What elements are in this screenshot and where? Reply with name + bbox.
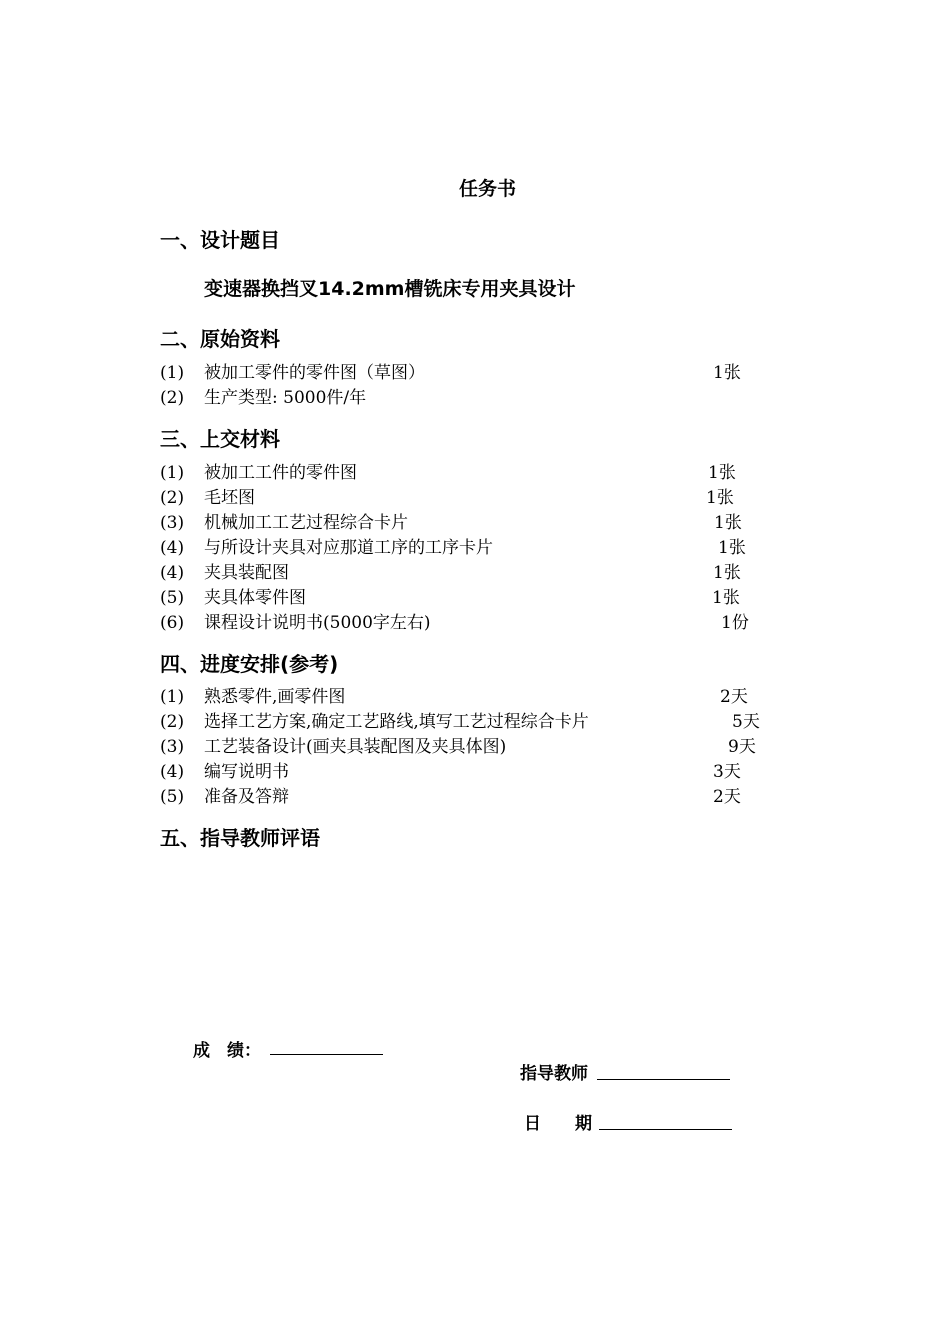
item-text: 与所设计夹具对应那道工序的工序卡片 bbox=[204, 538, 493, 558]
item-quantity: 1张 bbox=[714, 513, 742, 533]
date-blank-line bbox=[599, 1129, 732, 1130]
item-text: 选择工艺方案,确定工艺路线,填写工艺过程综合卡片 bbox=[204, 712, 589, 732]
grade-label: 成 绩： bbox=[193, 1041, 261, 1061]
item-quantity: 1张 bbox=[712, 588, 740, 608]
item-text: 生产类型: 5000件/年 bbox=[204, 388, 367, 408]
item-text: 被加工零件的零件图（草图） bbox=[204, 363, 425, 383]
section-5-heading: 五、指导教师评语 bbox=[160, 826, 320, 850]
teacher-blank-line bbox=[597, 1079, 730, 1080]
item-number: (2) bbox=[160, 712, 185, 732]
section-4-heading: 四、进度安排(参考) bbox=[160, 652, 339, 676]
item-text: 准备及答辩 bbox=[204, 787, 289, 807]
item-number: (4) bbox=[160, 538, 185, 558]
item-quantity: 2天 bbox=[720, 687, 748, 707]
item-number: (1) bbox=[160, 463, 185, 483]
item-quantity: 1份 bbox=[721, 613, 749, 633]
item-quantity: 1张 bbox=[713, 563, 741, 583]
item-number: (2) bbox=[160, 388, 185, 408]
item-number: (3) bbox=[160, 737, 185, 757]
section-2-heading: 二、原始资料 bbox=[160, 327, 280, 351]
document-title: 任务书 bbox=[458, 178, 516, 200]
date-label: 日 期 bbox=[524, 1114, 592, 1134]
item-quantity: 1张 bbox=[718, 538, 746, 558]
item-number: (5) bbox=[160, 588, 185, 608]
design-subject: 变速器换挡叉14.2mm槽铣床专用夹具设计 bbox=[204, 278, 576, 300]
item-text: 机械加工工艺过程综合卡片 bbox=[204, 513, 408, 533]
item-text: 课程设计说明书(5000字左右) bbox=[204, 613, 431, 633]
item-text: 熟悉零件,画零件图 bbox=[204, 687, 346, 707]
item-quantity: 1张 bbox=[706, 488, 734, 508]
section-3-heading: 三、上交材料 bbox=[160, 427, 280, 451]
item-number: (4) bbox=[160, 563, 185, 583]
teacher-label: 指导教师 bbox=[520, 1064, 588, 1084]
item-quantity: 3天 bbox=[713, 762, 741, 782]
item-number: (4) bbox=[160, 762, 185, 782]
item-number: (6) bbox=[160, 613, 185, 633]
item-text: 毛坯图 bbox=[204, 488, 255, 508]
item-text: 夹具装配图 bbox=[204, 563, 289, 583]
item-quantity: 1张 bbox=[713, 363, 741, 383]
item-number: (2) bbox=[160, 488, 185, 508]
item-text: 夹具体零件图 bbox=[204, 588, 306, 608]
item-text: 被加工工件的零件图 bbox=[204, 463, 357, 483]
item-text: 工艺装备设计(画夹具装配图及夹具体图) bbox=[204, 737, 507, 757]
grade-blank-line bbox=[270, 1054, 383, 1055]
item-quantity: 9天 bbox=[728, 737, 756, 757]
item-number: (1) bbox=[160, 687, 185, 707]
item-quantity: 5天 bbox=[732, 712, 760, 732]
section-1-heading: 一、设计题目 bbox=[160, 228, 280, 252]
item-text: 编写说明书 bbox=[204, 762, 289, 782]
item-number: (3) bbox=[160, 513, 185, 533]
item-quantity: 1张 bbox=[708, 463, 736, 483]
item-quantity: 2天 bbox=[713, 787, 741, 807]
item-number: (1) bbox=[160, 363, 185, 383]
item-number: (5) bbox=[160, 787, 185, 807]
